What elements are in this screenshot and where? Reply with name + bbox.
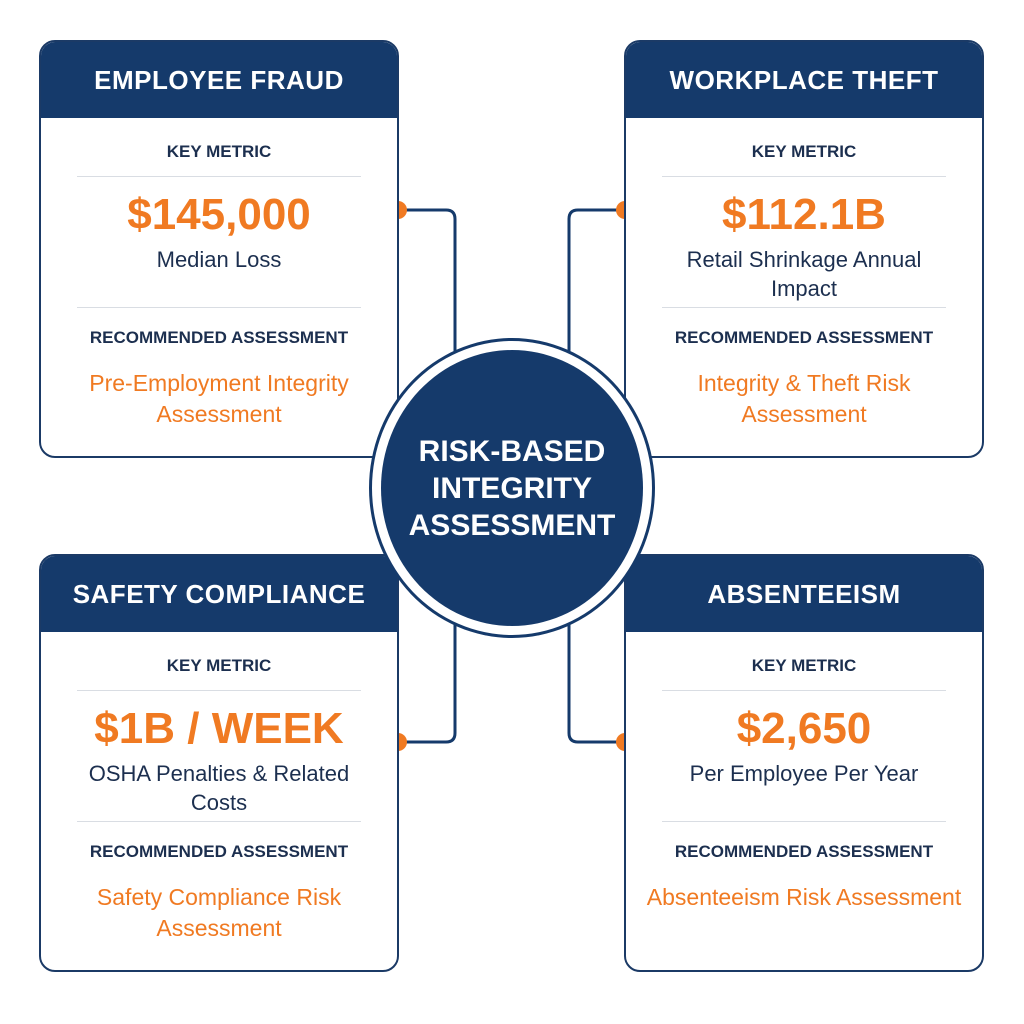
card-title: EMPLOYEE FRAUD [41,42,397,118]
card-title: SAFETY COMPLIANCE [41,556,397,632]
assessment-name: Pre-Employment Integrity Assessment [89,370,349,427]
recommended-assessment-label: RECOMMENDED ASSESSMENT [674,842,934,861]
metric-caption: Median Loss [156,247,282,272]
card-employee-fraud [39,40,399,458]
metric-value: $1B / WEEK [94,704,344,753]
metric-caption: Per Employee Per Year [689,761,919,786]
card-safety-compliance [39,554,399,972]
assessment-name: Absenteeism Risk Assessment [646,884,962,910]
key-metric-label: KEY METRIC [166,142,272,161]
metric-value: $112.1B [722,190,886,239]
card-absenteeism [624,554,984,972]
recommended-assessment-label: RECOMMENDED ASSESSMENT [89,842,349,861]
center-title: RISK-BASED INTEGRITY ASSESSMENT [381,350,643,626]
assessment-name: Integrity & Theft Risk Assessment [697,370,911,427]
recommended-assessment-label: RECOMMENDED ASSESSMENT [89,328,349,347]
card-title: ABSENTEEISM [626,556,982,632]
key-metric-label: KEY METRIC [751,656,857,675]
key-metric-label: KEY METRIC [166,656,272,675]
recommended-assessment-label: RECOMMENDED ASSESSMENT [674,328,934,347]
metric-value: $145,000 [127,190,311,239]
metric-caption: OSHA Penalties & Related Costs [88,761,350,815]
metric-value: $2,650 [736,704,872,753]
metric-caption: Retail Shrinkage Annual Impact [686,247,922,301]
card-workplace-theft [624,40,984,458]
card-title: WORKPLACE THEFT [626,42,982,118]
assessment-name: Safety Compliance Risk Assessment [96,884,342,941]
center-hub [369,338,655,638]
key-metric-label: KEY METRIC [751,142,857,161]
